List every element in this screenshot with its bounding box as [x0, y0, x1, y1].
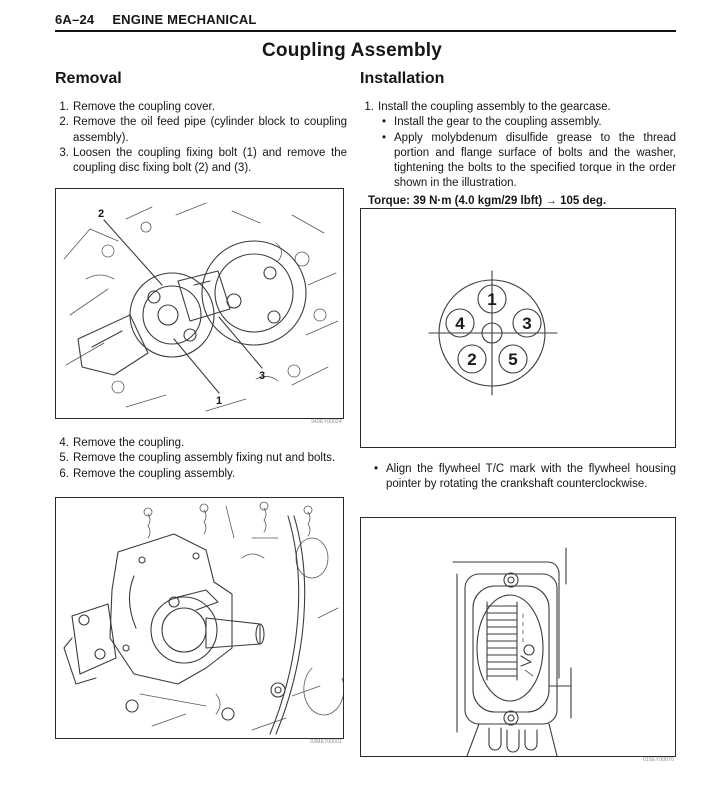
bolt-order-1: 1 — [487, 290, 497, 309]
list-item — [374, 462, 676, 493]
installation-bullets — [382, 115, 676, 191]
callout-2: 2 — [98, 208, 105, 220]
figure-coupling-removal — [55, 188, 344, 426]
bullet-glyph: • — [382, 116, 387, 129]
flywheel-mark-drawing — [361, 518, 675, 756]
list-item — [382, 115, 676, 130]
figure-bolt-order — [360, 208, 676, 448]
bolt-order-diagram — [361, 209, 675, 447]
coupling-removal-drawing — [56, 189, 343, 418]
step-text: Loosen the coupling fixing bolt (1) and remove the coupling disc fixing bolt (2) and (3). — [73, 146, 347, 175]
page-header — [55, 12, 676, 32]
list-item — [55, 451, 347, 466]
bullet-text: Install the gear to the coupling assembly. — [394, 116, 602, 129]
step-text: Remove the coupling cover. — [73, 101, 215, 113]
step-text: Remove the coupling assembly. — [73, 467, 236, 480]
page-title: Coupling Assembly — [261, 40, 443, 61]
list-item — [55, 146, 347, 177]
installation-heading: Installation — [360, 70, 445, 87]
bullet-glyph: • — [382, 131, 387, 144]
section-title: ENGINE MECHANICAL — [112, 12, 257, 27]
list-item — [360, 100, 676, 115]
callout-3: 3 — [259, 370, 266, 382]
step-number: 6. — [59, 467, 69, 480]
list-item — [382, 131, 676, 192]
figure-id: 03ME700001 — [310, 739, 342, 745]
list-item — [55, 467, 347, 482]
bullet-text: Apply molybdenum disulfide grease to the thread portion and flange surface of bolts and the washer, tightening the bolts to the specified torque in the order shown in the illustration. — [394, 131, 676, 190]
step-number: 3. — [59, 146, 69, 159]
bolt-order-4: 4 — [455, 314, 465, 333]
step-text: Remove the coupling assembly fixing nut and bolts. — [73, 452, 336, 465]
removal-steps-bottom — [55, 436, 347, 482]
align-note — [360, 462, 676, 493]
figure-id: 015EY00070 — [643, 757, 674, 763]
list-item — [55, 115, 347, 146]
bolt-order-3: 3 — [522, 314, 532, 333]
list-item — [55, 100, 347, 115]
bolt-order-5: 5 — [508, 350, 518, 369]
step-text: Install the coupling assembly to the gearcase. — [378, 101, 611, 113]
figure-flywheel-mark — [360, 517, 676, 764]
figure-engine-side — [55, 497, 344, 746]
step-number: 1. — [59, 101, 69, 113]
step-number: 5. — [59, 452, 69, 465]
figure-id: 940EY00024 — [311, 419, 342, 425]
step-number: 1. — [364, 101, 374, 113]
step-number: 4. — [59, 437, 69, 449]
step-text: Remove the oil feed pipe (cylinder block to coupling assembly). — [73, 116, 347, 144]
installation-steps — [360, 100, 676, 209]
engine-side-drawing — [56, 498, 343, 738]
removal-heading: Removal — [55, 70, 122, 87]
removal-steps-top — [55, 100, 347, 176]
step-number: 2. — [59, 116, 69, 129]
bolt-order-2: 2 — [467, 350, 477, 369]
bullet-text: Align the flywheel T/C mark with the flywheel housing pointer by rotating the crankshaft counterclockwise. — [386, 463, 676, 491]
callout-1: 1 — [216, 395, 223, 407]
torque-spec: Torque: 39 N·m (4.0 kgm/29 lbft) → 105 deg. — [368, 194, 607, 207]
list-item — [55, 436, 347, 451]
bullet-glyph: • — [374, 463, 379, 475]
step-text: Remove the coupling. — [73, 437, 185, 449]
page-number: 6A–24 — [55, 12, 95, 27]
